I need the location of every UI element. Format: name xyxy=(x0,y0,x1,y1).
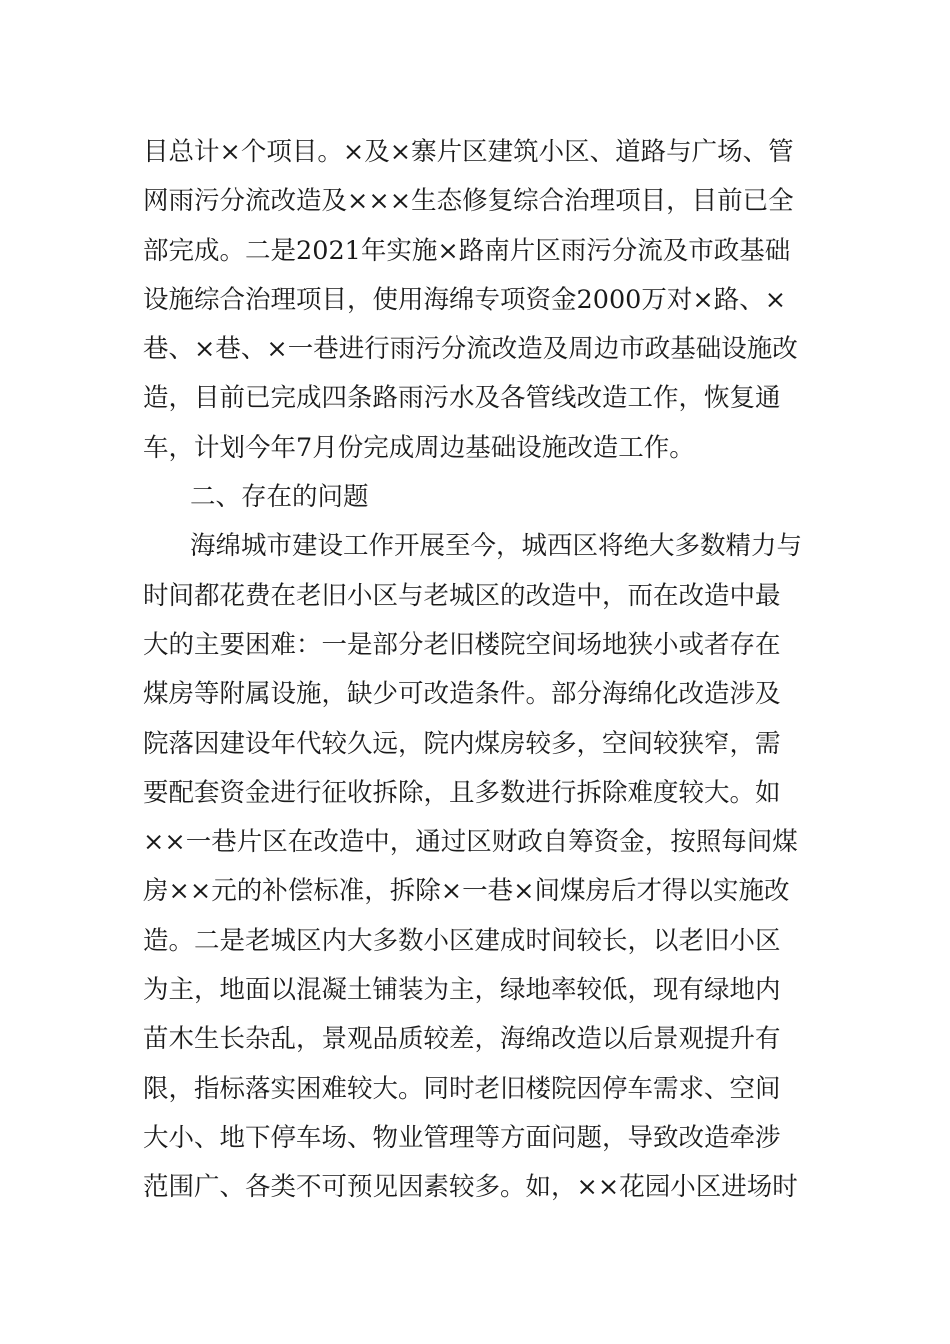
text-line: 网雨污分流改造及×××生态修复综合治理项目，目前已全 xyxy=(143,186,794,217)
text-line: 大小、地下停车场、物业管理等方面问题，导致改造牵涉 xyxy=(143,1122,781,1153)
text-line: 院落因建设年代较久远，院内煤房较多，空间较狭窄，需 xyxy=(143,728,781,759)
text-line: 为主，地面以混凝土铺装为主，绿地率较低，现有绿地内 xyxy=(143,975,781,1006)
paragraph-start-line: 海绵城市建设工作开展至今，城西区将绝大多数精力与 xyxy=(190,531,803,562)
text-line: ××一巷片区在改造中，通过区财政自筹资金，按照每间煤 xyxy=(143,827,798,858)
text-line: 苗木生长杂乱，景观品质较差，海绵改造以后景观提升有 xyxy=(143,1024,781,1055)
text-line: 目总计×个项目。×及×寨片区建筑小区、道路与广场、管 xyxy=(143,137,794,167)
text-line: 车，计划今年7月份完成周边基础设施改造工作。 xyxy=(143,432,695,463)
text-line: 大的主要困难：一是部分老旧楼院空间场地狭小或者存在 xyxy=(143,629,781,660)
text-line: 范围广、各类不可预见因素较多。如，××花园小区进场时 xyxy=(143,1172,798,1203)
body-text xyxy=(143,128,813,1213)
text-line: 要配套资金进行征收拆除，且多数进行拆除难度较大。如 xyxy=(143,777,781,808)
text-line: 巷、×巷、×一巷进行雨污分流改造及周边市政基础设施改 xyxy=(143,334,798,365)
text-line: 造，目前已完成四条路雨污水及各管线改造工作，恢复通 xyxy=(143,383,781,414)
text-line: 造。二是老城区内大多数小区建成时间较长，以老旧小区 xyxy=(143,925,781,956)
text-line: 部完成。二是2021年实施×路南片区雨污分流及市政基础 xyxy=(143,235,791,266)
text-line: 设施综合治理项目，使用海绵专项资金2000万对×路、× xyxy=(143,284,787,315)
text-line: 限，指标落实困难较大。同时老旧楼院因停车需求、空间 xyxy=(143,1073,781,1104)
text-line: 时间都花费在老旧小区与老城区的改造中，而在改造中最 xyxy=(143,580,781,611)
text-line: 煤房等附属设施，缺少可改造条件。部分海绵化改造涉及 xyxy=(143,679,781,710)
text-line: 房××元的补偿标准，拆除×一巷×间煤房后才得以实施改 xyxy=(143,876,790,907)
paragraph-start-line: 二、存在的问题 xyxy=(190,482,369,513)
